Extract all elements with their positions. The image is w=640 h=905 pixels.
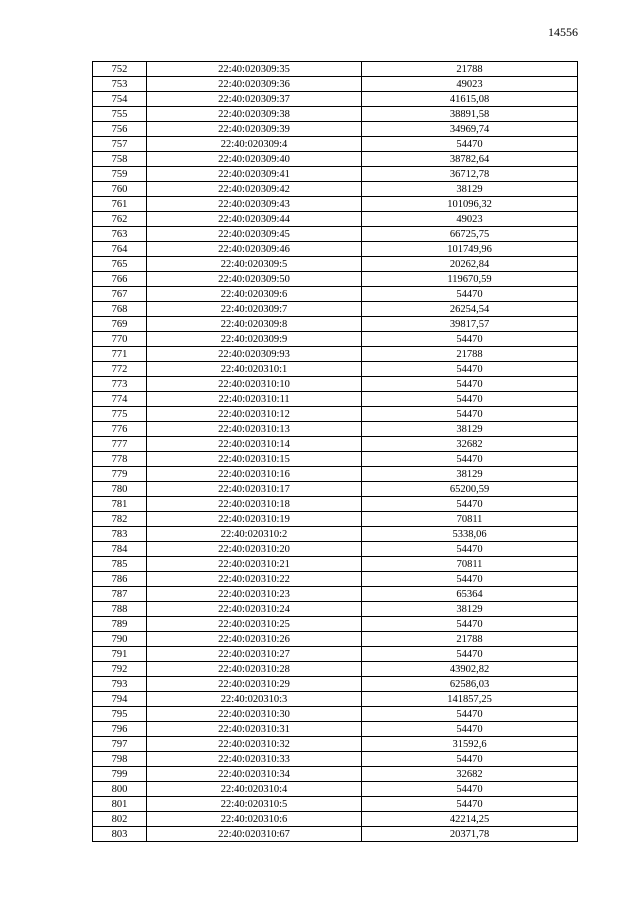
cadastral-number-cell: 22:40:020310:20	[147, 542, 362, 557]
cadastral-number-cell: 22:40:020310:2	[147, 527, 362, 542]
cadastral-number-cell: 22:40:020309:43	[147, 197, 362, 212]
cadastral-number-cell: 22:40:020309:35	[147, 62, 362, 77]
row-number-cell: 773	[93, 377, 147, 392]
value-cell: 54470	[362, 407, 578, 422]
table-row	[93, 587, 578, 602]
value-cell: 38129	[362, 467, 578, 482]
value-cell: 49023	[362, 212, 578, 227]
cadastral-number-cell: 22:40:020309:93	[147, 347, 362, 362]
cadastral-number-cell: 22:40:020310:17	[147, 482, 362, 497]
row-number-cell: 757	[93, 137, 147, 152]
row-number-cell: 768	[93, 302, 147, 317]
cadastral-number-cell: 22:40:020310:4	[147, 782, 362, 797]
cadastral-number-cell: 22:40:020310:10	[147, 377, 362, 392]
table-row	[93, 512, 578, 527]
value-cell: 43902,82	[362, 662, 578, 677]
row-number-cell: 796	[93, 722, 147, 737]
cadastral-number-cell: 22:40:020310:19	[147, 512, 362, 527]
row-number-cell: 801	[93, 797, 147, 812]
row-number-cell: 767	[93, 287, 147, 302]
cadastral-value-table	[92, 61, 578, 842]
table-row	[93, 782, 578, 797]
value-cell: 54470	[362, 617, 578, 632]
cadastral-number-cell: 22:40:020309:39	[147, 122, 362, 137]
value-cell: 54470	[362, 392, 578, 407]
value-cell: 38129	[362, 182, 578, 197]
row-number-cell: 793	[93, 677, 147, 692]
row-number-cell: 787	[93, 587, 147, 602]
row-number-cell: 780	[93, 482, 147, 497]
cadastral-number-cell: 22:40:020310:33	[147, 752, 362, 767]
row-number-cell: 777	[93, 437, 147, 452]
table-row	[93, 722, 578, 737]
table-row	[93, 332, 578, 347]
cadastral-number-cell: 22:40:020310:25	[147, 617, 362, 632]
value-cell: 101749,96	[362, 242, 578, 257]
cadastral-number-cell: 22:40:020309:44	[147, 212, 362, 227]
table-row	[93, 602, 578, 617]
table-row	[93, 122, 578, 137]
table-row	[93, 767, 578, 782]
value-cell: 54470	[362, 797, 578, 812]
cadastral-number-cell: 22:40:020310:6	[147, 812, 362, 827]
cadastral-number-cell: 22:40:020310:22	[147, 572, 362, 587]
table-row	[93, 137, 578, 152]
cadastral-number-cell: 22:40:020309:41	[147, 167, 362, 182]
table-row	[93, 407, 578, 422]
row-number-cell: 785	[93, 557, 147, 572]
table-row	[93, 812, 578, 827]
table-row	[93, 257, 578, 272]
page-number: 14556	[548, 25, 578, 39]
value-cell: 141857,25	[362, 692, 578, 707]
cadastral-number-cell: 22:40:020309:36	[147, 77, 362, 92]
row-number-cell: 783	[93, 527, 147, 542]
table-row	[93, 737, 578, 752]
cadastral-number-cell: 22:40:020310:13	[147, 422, 362, 437]
value-cell: 54470	[362, 287, 578, 302]
value-cell: 65364	[362, 587, 578, 602]
cadastral-number-cell: 22:40:020309:6	[147, 287, 362, 302]
table-row	[93, 617, 578, 632]
row-number-cell: 756	[93, 122, 147, 137]
table-row	[93, 572, 578, 587]
table-row	[93, 377, 578, 392]
cadastral-number-cell: 22:40:020310:30	[147, 707, 362, 722]
value-cell: 49023	[362, 77, 578, 92]
row-number-cell: 761	[93, 197, 147, 212]
cadastral-number-cell: 22:40:020310:32	[147, 737, 362, 752]
row-number-cell: 776	[93, 422, 147, 437]
table-row	[93, 62, 578, 77]
value-cell: 54470	[362, 377, 578, 392]
value-cell: 38129	[362, 422, 578, 437]
row-number-cell: 766	[93, 272, 147, 287]
cadastral-number-cell: 22:40:020309:7	[147, 302, 362, 317]
value-cell: 38891,58	[362, 107, 578, 122]
row-number-cell: 752	[93, 62, 147, 77]
table-row	[93, 77, 578, 92]
row-number-cell: 802	[93, 812, 147, 827]
table-row	[93, 647, 578, 662]
cadastral-number-cell: 22:40:020310:15	[147, 452, 362, 467]
table-row	[93, 467, 578, 482]
row-number-cell: 782	[93, 512, 147, 527]
value-cell: 26254,54	[362, 302, 578, 317]
value-cell: 54470	[362, 707, 578, 722]
table-row	[93, 497, 578, 512]
cadastral-number-cell: 22:40:020310:11	[147, 392, 362, 407]
cadastral-number-cell: 22:40:020310:18	[147, 497, 362, 512]
value-cell: 101096,32	[362, 197, 578, 212]
cadastral-number-cell: 22:40:020309:38	[147, 107, 362, 122]
row-number-cell: 790	[93, 632, 147, 647]
table-row	[93, 392, 578, 407]
table-row	[93, 107, 578, 122]
table-row	[93, 302, 578, 317]
row-number-cell: 789	[93, 617, 147, 632]
cadastral-number-cell: 22:40:020310:29	[147, 677, 362, 692]
value-cell: 54470	[362, 572, 578, 587]
table-row	[93, 362, 578, 377]
row-number-cell: 759	[93, 167, 147, 182]
value-cell: 54470	[362, 362, 578, 377]
value-cell: 20371,78	[362, 827, 578, 842]
row-number-cell: 786	[93, 572, 147, 587]
table-row	[93, 227, 578, 242]
value-cell: 54470	[362, 452, 578, 467]
cadastral-number-cell: 22:40:020309:8	[147, 317, 362, 332]
table-row	[93, 422, 578, 437]
value-cell: 54470	[362, 782, 578, 797]
value-cell: 41615,08	[362, 92, 578, 107]
row-number-cell: 753	[93, 77, 147, 92]
value-cell: 54470	[362, 332, 578, 347]
table-row	[93, 482, 578, 497]
row-number-cell: 765	[93, 257, 147, 272]
cadastral-number-cell: 22:40:020310:27	[147, 647, 362, 662]
row-number-cell: 798	[93, 752, 147, 767]
cadastral-number-cell: 22:40:020310:16	[147, 467, 362, 482]
value-cell: 119670,59	[362, 272, 578, 287]
value-cell: 54470	[362, 722, 578, 737]
cadastral-number-cell: 22:40:020309:45	[147, 227, 362, 242]
row-number-cell: 755	[93, 107, 147, 122]
cadastral-number-cell: 22:40:020309:42	[147, 182, 362, 197]
value-cell: 34969,74	[362, 122, 578, 137]
value-cell: 5338,06	[362, 527, 578, 542]
value-cell: 70811	[362, 557, 578, 572]
table-row	[93, 152, 578, 167]
cadastral-number-cell: 22:40:020310:23	[147, 587, 362, 602]
table-row	[93, 167, 578, 182]
table-row	[93, 182, 578, 197]
value-cell: 54470	[362, 137, 578, 152]
table-row	[93, 212, 578, 227]
table-row	[93, 662, 578, 677]
row-number-cell: 762	[93, 212, 147, 227]
cadastral-number-cell: 22:40:020309:37	[147, 92, 362, 107]
cadastral-number-cell: 22:40:020310:1	[147, 362, 362, 377]
row-number-cell: 774	[93, 392, 147, 407]
cadastral-number-cell: 22:40:020309:50	[147, 272, 362, 287]
value-cell: 62586,03	[362, 677, 578, 692]
cadastral-number-cell: 22:40:020310:12	[147, 407, 362, 422]
table-row	[93, 287, 578, 302]
value-cell: 54470	[362, 542, 578, 557]
cadastral-number-cell: 22:40:020310:67	[147, 827, 362, 842]
cadastral-number-cell: 22:40:020310:31	[147, 722, 362, 737]
table-row	[93, 677, 578, 692]
value-cell: 54470	[362, 497, 578, 512]
value-cell: 21788	[362, 632, 578, 647]
row-number-cell: 760	[93, 182, 147, 197]
table-row	[93, 347, 578, 362]
row-number-cell: 778	[93, 452, 147, 467]
cadastral-number-cell: 22:40:020310:5	[147, 797, 362, 812]
cadastral-number-cell: 22:40:020310:21	[147, 557, 362, 572]
value-cell: 21788	[362, 347, 578, 362]
table-row	[93, 797, 578, 812]
cadastral-number-cell: 22:40:020309:40	[147, 152, 362, 167]
row-number-cell: 792	[93, 662, 147, 677]
row-number-cell: 791	[93, 647, 147, 662]
row-number-cell: 772	[93, 362, 147, 377]
table-row	[93, 527, 578, 542]
row-number-cell: 763	[93, 227, 147, 242]
value-cell: 54470	[362, 647, 578, 662]
row-number-cell: 794	[93, 692, 147, 707]
value-cell: 32682	[362, 767, 578, 782]
table-row	[93, 542, 578, 557]
table-row	[93, 242, 578, 257]
value-cell: 21788	[362, 62, 578, 77]
row-number-cell: 779	[93, 467, 147, 482]
row-number-cell: 775	[93, 407, 147, 422]
value-cell: 42214,25	[362, 812, 578, 827]
cadastral-number-cell: 22:40:020309:46	[147, 242, 362, 257]
table-row	[93, 92, 578, 107]
table-row	[93, 692, 578, 707]
value-cell: 36712,78	[362, 167, 578, 182]
row-number-cell: 771	[93, 347, 147, 362]
cadastral-number-cell: 22:40:020310:14	[147, 437, 362, 452]
table-row	[93, 437, 578, 452]
table-row	[93, 197, 578, 212]
table-row	[93, 557, 578, 572]
row-number-cell: 754	[93, 92, 147, 107]
table-body	[93, 62, 578, 842]
cadastral-number-cell: 22:40:020310:3	[147, 692, 362, 707]
value-cell: 32682	[362, 437, 578, 452]
value-cell: 66725,75	[362, 227, 578, 242]
table-row	[93, 317, 578, 332]
row-number-cell: 795	[93, 707, 147, 722]
value-cell: 38782,64	[362, 152, 578, 167]
row-number-cell: 799	[93, 767, 147, 782]
table-row	[93, 827, 578, 842]
value-cell: 39817,57	[362, 317, 578, 332]
row-number-cell: 784	[93, 542, 147, 557]
value-cell: 65200,59	[362, 482, 578, 497]
table-row	[93, 707, 578, 722]
row-number-cell: 788	[93, 602, 147, 617]
row-number-cell: 769	[93, 317, 147, 332]
cadastral-number-cell: 22:40:020309:9	[147, 332, 362, 347]
cadastral-number-cell: 22:40:020309:4	[147, 137, 362, 152]
row-number-cell: 770	[93, 332, 147, 347]
row-number-cell: 803	[93, 827, 147, 842]
table-row	[93, 752, 578, 767]
cadastral-number-cell: 22:40:020309:5	[147, 257, 362, 272]
value-cell: 20262,84	[362, 257, 578, 272]
row-number-cell: 797	[93, 737, 147, 752]
cadastral-number-cell: 22:40:020310:24	[147, 602, 362, 617]
row-number-cell: 781	[93, 497, 147, 512]
value-cell: 31592,6	[362, 737, 578, 752]
cadastral-number-cell: 22:40:020310:28	[147, 662, 362, 677]
table-row	[93, 452, 578, 467]
value-cell: 54470	[362, 752, 578, 767]
cadastral-number-cell: 22:40:020310:26	[147, 632, 362, 647]
row-number-cell: 764	[93, 242, 147, 257]
row-number-cell: 800	[93, 782, 147, 797]
value-cell: 70811	[362, 512, 578, 527]
cadastral-number-cell: 22:40:020310:34	[147, 767, 362, 782]
table-row	[93, 632, 578, 647]
table-row	[93, 272, 578, 287]
value-cell: 38129	[362, 602, 578, 617]
row-number-cell: 758	[93, 152, 147, 167]
